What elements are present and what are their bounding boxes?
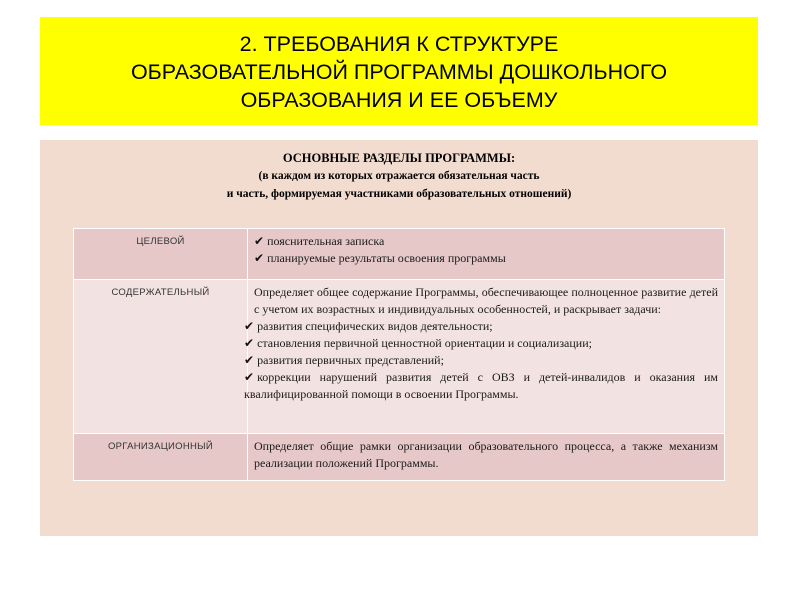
- bullet-text: становления первичной ценностной ориентации и социализации;: [257, 336, 592, 350]
- section-name: ОРГАНИЗАЦИОННЫЙ: [74, 434, 248, 481]
- check-icon: ✔: [254, 234, 265, 248]
- check-icon: ✔: [244, 370, 255, 384]
- section-description: Определяет общие рамки организации образовательного процесса, а также механизм реализации положений Программы.: [248, 434, 725, 481]
- title-line: ОБРАЗОВАНИЯ И ЕЕ ОБЪЕМУ: [240, 88, 558, 112]
- bullet-text: развития специфических видов деятельности;: [257, 319, 493, 333]
- bullet-text: пояснительная записка: [267, 234, 385, 248]
- bullet-item: [244, 369, 718, 403]
- section-name: ЦЕЛЕВОЙ: [74, 229, 248, 280]
- section-intro: Определяет общее содержание Программы, обеспечивающее полноценное развитие детей с учетом их возрастных и индивидуальных особенностей, и раскрывает задачи:: [254, 285, 718, 316]
- title-line: ОБРАЗОВАТЕЛЬНОЙ ПРОГРАММЫ ДОШКОЛЬНОГО: [130, 60, 668, 84]
- table-row: [74, 280, 725, 434]
- heading-line: ОСНОВНЫЕ РАЗДЕЛЫ ПРОГРАММЫ:: [282, 151, 516, 165]
- heading-line: и часть, формируемая участниками образовательных отношений): [226, 188, 572, 200]
- table-row: [74, 229, 725, 280]
- section-description: [244, 280, 725, 434]
- section-name: СОДЕРЖАТЕЛЬНЫЙ: [74, 280, 248, 434]
- sections-heading: [40, 149, 758, 203]
- table-row: [74, 434, 725, 481]
- section-description: [248, 229, 725, 280]
- check-icon: ✔: [244, 353, 255, 367]
- bullet-text: коррекции нарушений развития детей с ОВЗ и детей-инвалидов и оказания им квалифицированной помощи в освоении Программы.: [244, 370, 718, 401]
- title-line: 2. ТРЕБОВАНИЯ К СТРУКТУРЕ: [239, 32, 559, 56]
- bullet-item: [244, 335, 718, 352]
- bullet-text: планируемые результаты освоения программы: [267, 251, 506, 265]
- check-icon: ✔: [244, 336, 255, 350]
- content-panel: [40, 140, 758, 536]
- sections-table: [73, 228, 725, 481]
- slide-title: [40, 17, 758, 125]
- bullet-item: [244, 318, 718, 335]
- bullet-item: [254, 250, 718, 267]
- bullet-item: [244, 352, 718, 369]
- check-icon: ✔: [244, 319, 255, 333]
- bullet-text: развития первичных представлений;: [257, 353, 444, 367]
- check-icon: ✔: [254, 251, 265, 265]
- heading-line: (в каждом из которых отражается обязательная часть: [258, 170, 540, 182]
- bullet-item: [254, 233, 718, 250]
